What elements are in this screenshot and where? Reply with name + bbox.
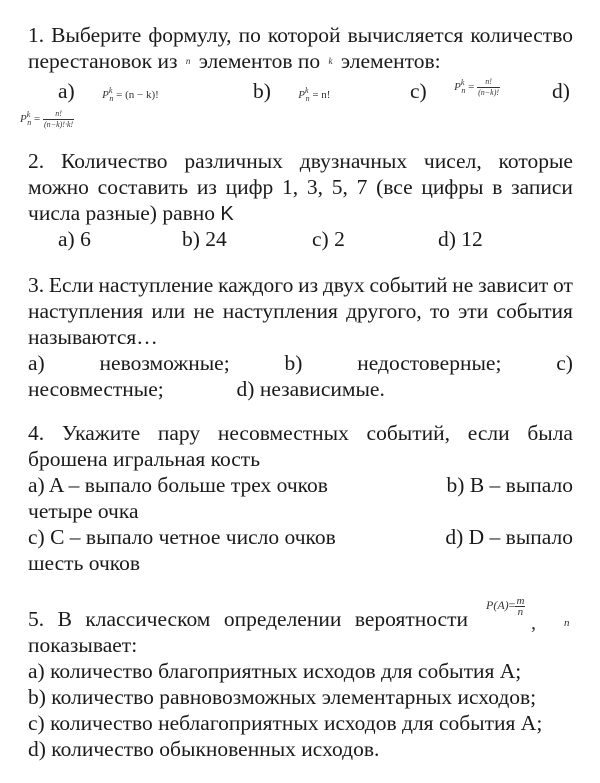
question-3-options-line-1 — [28, 350, 573, 376]
option-text: количество обыкновенных исходов. — [51, 737, 380, 761]
option-label: c) — [28, 525, 45, 549]
option-b-label[interactable]: b) — [284, 351, 303, 375]
option-d-text[interactable]: независимые. — [259, 377, 385, 401]
question-3-options-line-2 — [28, 376, 573, 402]
text: показывает: — [28, 633, 138, 657]
question-4-line-1 — [28, 420, 573, 446]
option-c[interactable] — [28, 524, 336, 550]
option-text: количество благоприятных исходов для события A; — [50, 659, 522, 683]
word: не — [452, 273, 474, 297]
option-a-label[interactable]: a) — [28, 351, 45, 375]
option-value: 24 — [205, 227, 227, 251]
word: записи — [511, 175, 573, 199]
word: от — [553, 273, 573, 297]
word: цифр — [225, 175, 274, 199]
word: 5. — [28, 607, 45, 631]
word: каждого — [218, 273, 294, 297]
word: наступление — [98, 273, 214, 297]
option-text[interactable]: четыре очка — [28, 499, 139, 523]
word: Укажите — [61, 421, 141, 445]
option-label: a) — [58, 227, 75, 251]
question-4-options-row-2 — [28, 524, 573, 550]
question-4-options-row-1 — [28, 472, 573, 498]
word: наступления — [28, 299, 144, 323]
formula-d — [20, 106, 74, 133]
option-label: d) — [28, 737, 46, 761]
word: эти — [458, 299, 489, 323]
word: если — [467, 421, 510, 445]
option-a[interactable] — [58, 78, 159, 109]
word: вычисляется — [347, 23, 464, 47]
option-d[interactable] — [552, 78, 570, 104]
option-label: b) — [253, 79, 271, 103]
question-3-line-1 — [28, 272, 573, 298]
option-text: количество равновозможных элементарных исходов; — [51, 685, 537, 709]
word: событий — [369, 273, 448, 297]
option-a[interactable] — [28, 658, 573, 684]
option-value: 2 — [334, 227, 345, 251]
probability-formula — [486, 592, 525, 618]
formula-fraction — [43, 109, 74, 130]
word: формулу, — [148, 23, 232, 47]
question-4-line-2 — [28, 446, 573, 472]
word: Количество — [60, 149, 168, 173]
fraction-numerator: n! — [485, 76, 492, 86]
formula-sub: n — [461, 86, 466, 95]
word: вероятности — [354, 607, 468, 631]
text: элементов: — [340, 49, 441, 73]
formula-sup: k — [305, 86, 309, 95]
formula-fraction — [515, 596, 525, 617]
formula-comma — [531, 610, 536, 636]
option-text: B – выпало — [469, 473, 573, 497]
formula-lhs: P(A) — [486, 598, 509, 612]
word: зависит — [478, 273, 549, 297]
variable-n: n — [185, 56, 191, 66]
text: брошена игральная кость — [28, 447, 260, 471]
option-d[interactable] — [28, 736, 573, 762]
option-label: a) — [28, 473, 45, 497]
option-label: d) — [438, 227, 456, 251]
word: событий, — [366, 421, 451, 445]
word: события — [496, 299, 573, 323]
text: числа разные) равно — [28, 201, 216, 225]
word: цифры — [421, 175, 484, 199]
variable-n — [564, 610, 570, 636]
word: из — [196, 175, 217, 199]
option-label: c) — [28, 711, 45, 735]
question-5 — [28, 594, 573, 762]
formula-sub: n — [305, 94, 310, 103]
formula-eq: = — [468, 81, 475, 93]
question-2-line-2 — [28, 174, 573, 200]
formula-fraction — [477, 77, 500, 98]
word: различных — [184, 149, 283, 173]
formula-p: P — [454, 81, 461, 93]
text: перестановок из — [28, 49, 183, 73]
option-d[interactable] — [445, 524, 573, 550]
option-b[interactable] — [182, 226, 227, 252]
fraction-denominator: n — [515, 606, 525, 617]
word: из — [298, 273, 319, 297]
option-text: C – выпало четное число очков — [50, 525, 336, 549]
question-4-option-d-continuation — [28, 550, 573, 576]
word: 1. — [28, 23, 45, 47]
word: 5, — [331, 175, 348, 199]
formula-b — [298, 86, 331, 103]
formula-rhs: = n! — [312, 89, 331, 101]
question-5-line-1 — [28, 606, 468, 632]
word: чисел, — [423, 149, 482, 173]
fraction-numerator: m — [516, 594, 525, 607]
question-1-line-2 — [28, 48, 573, 74]
fraction-denominator: (n−k)!·k! — [44, 119, 74, 129]
word: в — [492, 175, 503, 199]
option-label: b) — [28, 685, 46, 709]
question-5-line-2 — [28, 632, 573, 658]
option-a[interactable] — [58, 226, 91, 252]
word: В — [57, 607, 72, 631]
word: (все — [376, 175, 413, 199]
question-2-line-3 — [28, 200, 573, 226]
word: 3. — [28, 273, 45, 297]
formula-a — [102, 86, 159, 103]
word: была — [527, 421, 573, 445]
option-d-label[interactable]: d) — [236, 377, 255, 401]
word: составить — [97, 175, 189, 199]
stray-glyph: K — [220, 203, 234, 225]
option-label: a) — [28, 659, 45, 683]
variable-k: k — [328, 56, 333, 66]
word: можно — [28, 175, 89, 199]
option-text: количество неблагоприятных исходов для события A; — [50, 711, 543, 735]
option-label: c) — [410, 79, 427, 103]
word: двузначных — [299, 149, 408, 173]
option-text[interactable]: шесть очков — [28, 551, 141, 575]
option-c[interactable] — [312, 226, 345, 252]
word: двух — [322, 273, 365, 297]
variable: n — [564, 617, 570, 629]
word: 2. — [28, 149, 45, 173]
question-3 — [28, 272, 573, 402]
text: элементов по — [198, 49, 326, 73]
word: несовместных — [217, 421, 349, 445]
word: или — [151, 299, 186, 323]
question-3-line-2 — [28, 298, 573, 324]
word: 3, — [306, 175, 323, 199]
word: то — [429, 299, 450, 323]
word: не — [193, 299, 215, 323]
word: наступления — [222, 299, 338, 323]
option-value: 12 — [461, 227, 483, 251]
option-value: 6 — [80, 227, 91, 251]
formula-c — [454, 76, 500, 97]
word: по — [238, 23, 261, 47]
option-c-text[interactable]: несовместные; — [28, 377, 164, 401]
question-3-line-3 — [28, 324, 573, 350]
word: 4. — [28, 421, 45, 445]
word: которой — [267, 23, 341, 47]
word: Выберите — [51, 23, 142, 47]
option-b-text[interactable]: недостоверные; — [357, 351, 502, 375]
question-2-options — [28, 226, 573, 252]
formula-p: P — [298, 89, 306, 101]
formula-rhs: = (n − k)! — [116, 89, 159, 101]
formula-sub: n — [109, 94, 114, 103]
text: называются… — [28, 325, 158, 349]
word: 1, — [282, 175, 299, 199]
fraction-denominator: (n−k)! — [478, 87, 500, 97]
comma: , — [531, 612, 536, 634]
word: количество — [470, 23, 573, 47]
option-b[interactable] — [28, 684, 573, 710]
question-1-options — [28, 78, 573, 108]
question-2 — [28, 148, 573, 251]
option-b[interactable] — [253, 78, 330, 109]
question-4-option-b-continuation — [28, 498, 573, 524]
option-text: D – выпало — [468, 525, 573, 549]
word: которые — [498, 149, 573, 173]
option-c-label[interactable]: c) — [556, 351, 573, 375]
formula-sup: k — [26, 110, 31, 119]
word: классическом — [85, 607, 211, 631]
formula-p: P — [102, 89, 109, 101]
question-4 — [28, 420, 573, 576]
word: 7 — [356, 175, 368, 199]
option-b[interactable] — [447, 472, 573, 498]
question-1-line-1 — [28, 22, 573, 48]
option-c[interactable] — [410, 78, 500, 109]
formula-sub: n — [27, 118, 32, 127]
option-label: b) — [182, 227, 200, 251]
option-label: a) — [58, 79, 75, 103]
word: пару — [157, 421, 201, 445]
formula-eq: = — [508, 598, 516, 612]
fraction-numerator: n! — [55, 108, 62, 118]
option-a-text[interactable]: невозможные; — [99, 351, 230, 375]
option-d[interactable] — [438, 226, 483, 252]
word: Если — [48, 273, 94, 297]
option-label: c) — [312, 227, 329, 251]
formula-sup: k — [108, 86, 113, 95]
option-label: d) — [445, 525, 464, 549]
formula-eq: = — [34, 113, 41, 125]
word: другого, — [346, 299, 422, 323]
option-label: b) — [446, 473, 465, 497]
option-a[interactable] — [28, 472, 328, 498]
formula-p: P — [20, 113, 27, 125]
option-label: d) — [552, 79, 570, 103]
word: определении — [223, 607, 342, 631]
formula-sup: k — [460, 78, 465, 87]
option-c[interactable] — [28, 710, 573, 736]
question-2-line-1 — [28, 148, 573, 174]
option-text: A – выпало больше трех очков — [48, 473, 328, 497]
